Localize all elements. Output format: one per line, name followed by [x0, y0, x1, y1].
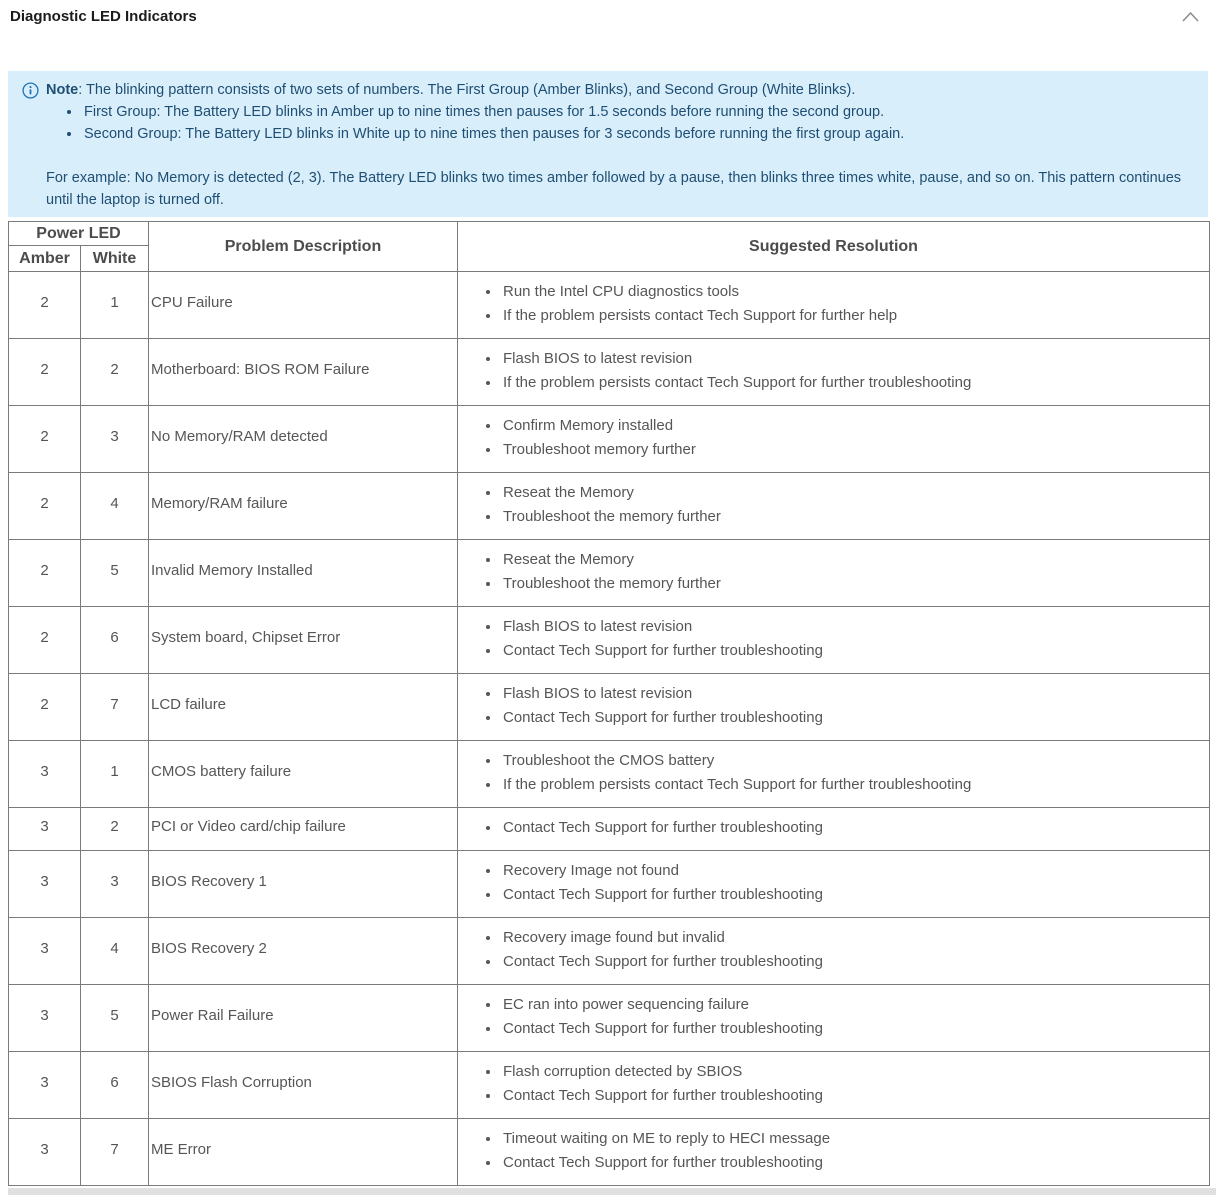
- resolution-list: [458, 481, 1209, 529]
- white-blinks-cell: 7: [81, 674, 149, 741]
- suggested-resolution-cell: [458, 674, 1210, 741]
- section-header: [0, 0, 1216, 71]
- resolution-item: • Flash BIOS to latest revision: [501, 682, 1209, 706]
- resolution-item: • Flash BIOS to latest revision: [501, 347, 1209, 371]
- white-blinks-cell: 5: [81, 540, 149, 607]
- amber-blinks-cell: 3: [9, 1119, 81, 1186]
- resolution-item: • Contact Tech Support for further troubleshooting: [501, 706, 1209, 730]
- note-bullet: • Second Group: The Battery LED blinks in White up to nine times then pauses for 3 seconds before running the first group again.: [82, 123, 1192, 145]
- resolution-item: • Reseat the Memory: [501, 548, 1209, 572]
- suggested-resolution-cell: [458, 985, 1210, 1052]
- suggested-resolution-cell: [458, 272, 1210, 339]
- resolution-item: • Run the Intel CPU diagnostics tools: [501, 280, 1209, 304]
- white-blinks-cell: 6: [81, 1052, 149, 1119]
- amber-blinks-cell: 3: [9, 1052, 81, 1119]
- resolution-item: • If the problem persists contact Tech Support for further help: [501, 304, 1209, 328]
- white-blinks-cell: 2: [81, 808, 149, 851]
- resolution-list: [458, 1060, 1209, 1108]
- suggested-resolution-cell: [458, 406, 1210, 473]
- suggested-resolution-cell: [458, 607, 1210, 674]
- suggested-resolution-cell: [458, 741, 1210, 808]
- white-header: White: [81, 246, 149, 272]
- table-row: [9, 339, 1210, 406]
- white-blinks-cell: 2: [81, 339, 149, 406]
- resolution-item: • Contact Tech Support for further troubleshooting: [501, 1017, 1209, 1041]
- table-row: [9, 674, 1210, 741]
- resolution-item: • Reseat the Memory: [501, 481, 1209, 505]
- chevron-up-icon: [1181, 11, 1200, 26]
- amber-blinks-cell: 2: [9, 674, 81, 741]
- diagnostic-led-table: [8, 221, 1210, 1186]
- suggested-resolution-cell: [458, 540, 1210, 607]
- problem-description-cell: BIOS Recovery 1: [149, 851, 458, 918]
- problem-description-cell: PCI or Video card/chip failure: [149, 808, 458, 851]
- table-header: [9, 222, 1210, 272]
- note-example: For example: No Memory is detected (2, 3). The Battery LED blinks two times amber followed by a pause, then blinks three times white, pause, and so on. This pattern continues until the laptop is turned off.: [46, 170, 1182, 208]
- problem-description-cell: LCD failure: [149, 674, 458, 741]
- problem-description-cell: No Memory/RAM detected: [149, 406, 458, 473]
- table-row: [9, 1119, 1210, 1186]
- white-blinks-cell: 3: [81, 406, 149, 473]
- white-blinks-cell: 1: [81, 741, 149, 808]
- note-bullet-list: [22, 101, 1192, 145]
- resolution-item: • If the problem persists contact Tech Support for further troubleshooting: [501, 773, 1209, 797]
- resolution-item: • Troubleshoot the memory further: [501, 572, 1209, 596]
- resolution-item: • Contact Tech Support for further troubleshooting: [501, 1151, 1209, 1175]
- suggested-resolution-cell: [458, 1052, 1210, 1119]
- resolution-item: • Recovery image found but invalid: [501, 926, 1209, 950]
- problem-description-cell: System board, Chipset Error: [149, 607, 458, 674]
- resolution-list: [458, 926, 1209, 974]
- table-row: [9, 1052, 1210, 1119]
- table-row: [9, 540, 1210, 607]
- note-intro-text: : The blinking pattern consists of two sets of numbers. The First Group (Amber Blinks), and Second Group (White Blinks).: [78, 82, 856, 98]
- resolution-list: [458, 859, 1209, 907]
- table-row: [9, 406, 1210, 473]
- resolution-list: [458, 347, 1209, 395]
- white-blinks-cell: 3: [81, 851, 149, 918]
- table-row: [9, 741, 1210, 808]
- suggested-resolution-cell: [458, 339, 1210, 406]
- resolution-item: • Troubleshoot the CMOS battery: [501, 749, 1209, 773]
- resolution-list: [458, 749, 1209, 797]
- amber-blinks-cell: 3: [9, 918, 81, 985]
- resolution-list: [458, 615, 1209, 663]
- amber-blinks-cell: 2: [9, 540, 81, 607]
- amber-blinks-cell: 2: [9, 607, 81, 674]
- white-blinks-cell: 6: [81, 607, 149, 674]
- problem-description-header: Problem Description: [149, 222, 458, 272]
- problem-description-cell: Power Rail Failure: [149, 985, 458, 1052]
- note-label: Note: [46, 82, 79, 98]
- table-row: [9, 985, 1210, 1052]
- white-blinks-cell: 1: [81, 272, 149, 339]
- resolution-list: [458, 414, 1209, 462]
- resolution-item: • Contact Tech Support for further troubleshooting: [501, 639, 1209, 663]
- table-row: [9, 607, 1210, 674]
- white-blinks-cell: 7: [81, 1119, 149, 1186]
- resolution-item: • Contact Tech Support for further troubleshooting: [501, 950, 1209, 974]
- resolution-item: • Troubleshoot the memory further: [501, 505, 1209, 529]
- amber-blinks-cell: 3: [9, 808, 81, 851]
- resolution-list: [458, 280, 1209, 328]
- amber-header: Amber: [9, 246, 81, 272]
- white-blinks-cell: 4: [81, 918, 149, 985]
- table-body: [9, 272, 1210, 1186]
- table-row: [9, 851, 1210, 918]
- resolution-item: • Troubleshoot memory further: [501, 438, 1209, 462]
- note-box: [8, 71, 1208, 217]
- white-blinks-cell: 5: [81, 985, 149, 1052]
- resolution-item: • Recovery Image not found: [501, 859, 1209, 883]
- resolution-item: • Contact Tech Support for further troubleshooting: [501, 1084, 1209, 1108]
- problem-description-cell: CMOS battery failure: [149, 741, 458, 808]
- table-row: [9, 272, 1210, 339]
- note-bullet: • First Group: The Battery LED blinks in Amber up to nine times then pauses for 1.5 seconds before running the second group.: [82, 101, 1192, 123]
- amber-blinks-cell: 2: [9, 272, 81, 339]
- problem-description-cell: BIOS Recovery 2: [149, 918, 458, 985]
- resolution-list: [458, 682, 1209, 730]
- suggested-resolution-cell: [458, 918, 1210, 985]
- resolution-list: [458, 548, 1209, 596]
- problem-description-cell: Motherboard: BIOS ROM Failure: [149, 339, 458, 406]
- table-row: [9, 808, 1210, 851]
- horizontal-scrollbar[interactable]: [8, 1188, 1216, 1195]
- page-title: Diagnostic LED Indicators: [10, 8, 197, 25]
- resolution-list: [458, 993, 1209, 1041]
- resolution-item: • Confirm Memory installed: [501, 414, 1209, 438]
- resolution-list: [458, 816, 1209, 840]
- power-led-header: Power LED: [9, 222, 149, 246]
- suggested-resolution-header: Suggested Resolution: [458, 222, 1210, 272]
- amber-blinks-cell: 2: [9, 406, 81, 473]
- resolution-item: • EC ran into power sequencing failure: [501, 993, 1209, 1017]
- resolution-item: • Flash corruption detected by SBIOS: [501, 1060, 1209, 1084]
- white-blinks-cell: 4: [81, 473, 149, 540]
- collapse-section-button[interactable]: [1179, 8, 1202, 25]
- amber-blinks-cell: 3: [9, 741, 81, 808]
- resolution-list: [458, 1127, 1209, 1175]
- resolution-item: • Contact Tech Support for further troubleshooting: [501, 816, 1209, 840]
- suggested-resolution-cell: [458, 473, 1210, 540]
- problem-description-cell: SBIOS Flash Corruption: [149, 1052, 458, 1119]
- suggested-resolution-cell: [458, 851, 1210, 918]
- amber-blinks-cell: 3: [9, 851, 81, 918]
- problem-description-cell: Invalid Memory Installed: [149, 540, 458, 607]
- table-row: [9, 918, 1210, 985]
- suggested-resolution-cell: [458, 1119, 1210, 1186]
- amber-blinks-cell: 2: [9, 339, 81, 406]
- suggested-resolution-cell: [458, 808, 1210, 851]
- note-intro: [46, 79, 855, 101]
- resolution-item: • Flash BIOS to latest revision: [501, 615, 1209, 639]
- amber-blinks-cell: 3: [9, 985, 81, 1052]
- info-icon: [22, 79, 39, 99]
- resolution-item: • Contact Tech Support for further troubleshooting: [501, 883, 1209, 907]
- resolution-item: • Timeout waiting on ME to reply to HECI message: [501, 1127, 1209, 1151]
- resolution-item: • If the problem persists contact Tech Support for further troubleshooting: [501, 371, 1209, 395]
- problem-description-cell: Memory/RAM failure: [149, 473, 458, 540]
- problem-description-cell: CPU Failure: [149, 272, 458, 339]
- amber-blinks-cell: 2: [9, 473, 81, 540]
- table-row: [9, 473, 1210, 540]
- problem-description-cell: ME Error: [149, 1119, 458, 1186]
